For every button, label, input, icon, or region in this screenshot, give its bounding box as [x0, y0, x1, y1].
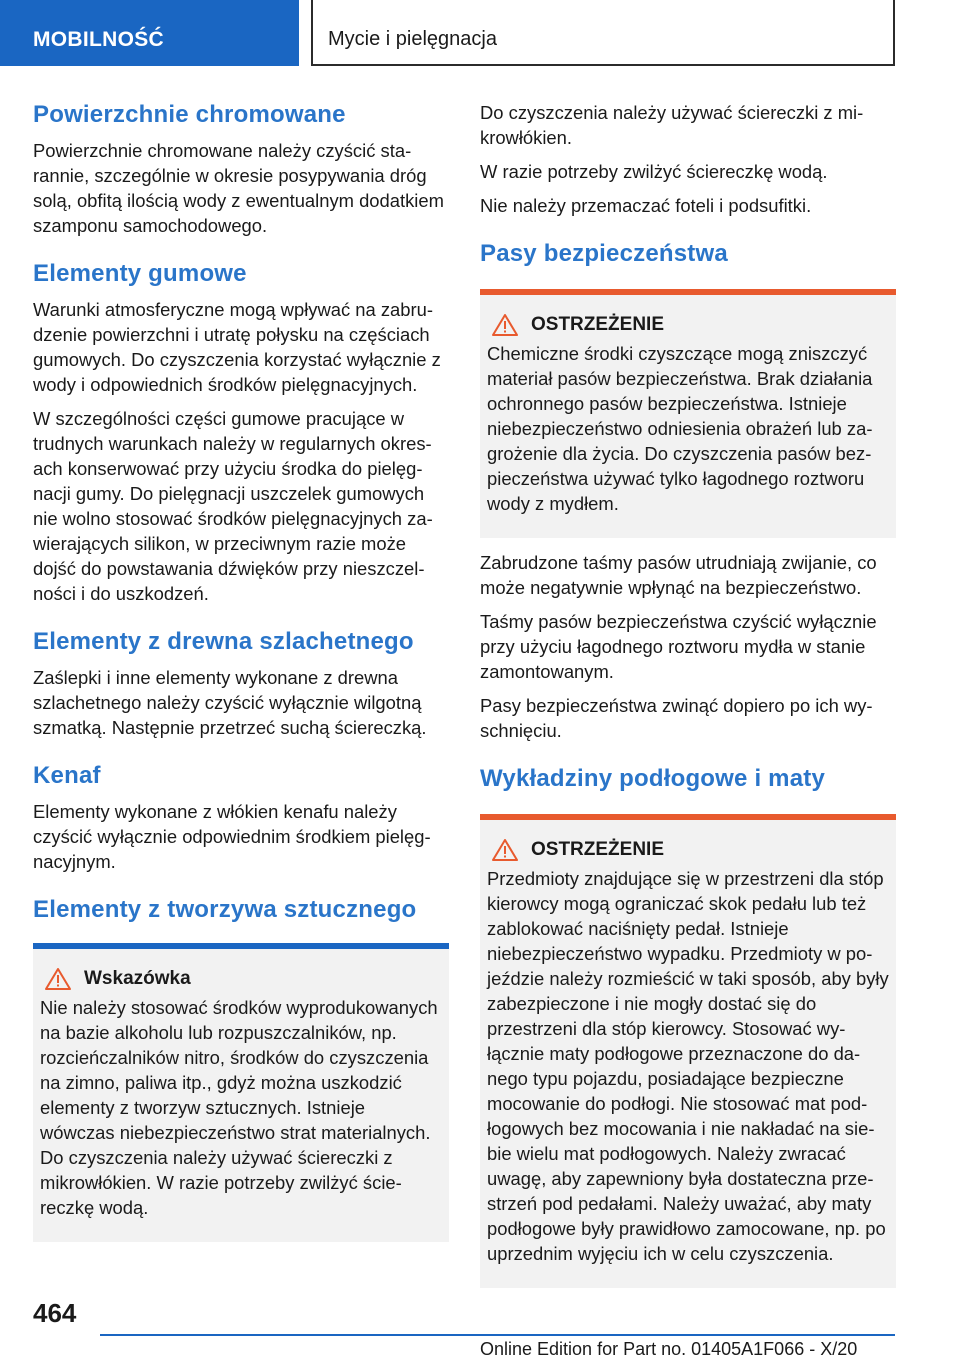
note-box: [33, 949, 449, 1242]
warning-title: OSTRZEŻENIE: [531, 314, 665, 335]
paragraph: Taśmy pasów bezpieczeństwa czyścić wyłącznie przy użyciu łagodnego roztworu mydła w stanie zamontowanym.: [480, 611, 877, 682]
heading-plastic: Elementy z tworzywa sztucznego: [33, 896, 417, 923]
heading-belts: Pasy bezpieczeństwa: [480, 240, 728, 267]
paragraph: Powierzchnie chromowane należy czyścić starannie, szczególnie w okresie posypywania dróg solą, obfitą ilością wody z ewentualnym dodatkiem szamponu samochodowego.: [33, 140, 444, 236]
warning-title: OSTRZEŻENIE: [531, 839, 665, 860]
footer-divider: [100, 1334, 895, 1336]
page-header: [0, 0, 960, 66]
paragraph: W razie potrzeby zwilżyć ściereczkę wodą.: [480, 161, 828, 182]
paragraph: Elementy wykonane z włókien kenafu należy czyścić wyłącznie odpowiednim środkiem pielęgnacyjnym.: [33, 801, 431, 872]
paragraph: Zabrudzone taśmy pasów utrudniają zwijanie, co może negatywnie wpłynąć na bezpieczeństwo.: [480, 552, 877, 598]
paragraph: Zaślepki i inne elementy wykonane z drewna szlachetnego należy czyścić wyłącznie wilgotną szmatką. Następnie przetrzeć suchą ściereczką.: [33, 667, 427, 738]
note-title: Wskazówka: [84, 968, 191, 989]
warning-text: Przedmioty znajdujące się w przestrzeni dla stóp kierowcy mogą ograniczać skok pedału lub też zablokować naciśnięty pedał. Istnieje niebezpieczeństwo wypadku. Przedmioty w pojeździe należy rozmieścić w taki sposób, aby były zabezpieczone i nie mogły dostać się do przestrzeni dla stóp kierowcy. Stosować wyłącznie maty podłogowe przeznaczone do danego typu pojazdu, posiadające bezpieczne mocowanie do podłogi. Nie stosować mat podłogowych bez mocowania i nie nakładać na siebie wielu mat podłogowych. Należy zwracać uwagę, aby zapewniony była dostateczna przestrzeń pod pedałami. Należy uważać, aby maty podłogowe były prawidłowo zamocowane, np. po uprzednim wyjęciu ich w celu czyszczenia.: [487, 868, 889, 1264]
left-column: [33, 100, 449, 1254]
paragraph: Do czyszczenia należy używać ściereczki z mikrowłókien.: [480, 102, 864, 148]
heading-kenaf: Kenaf: [33, 762, 101, 789]
paragraph: Pasy bezpieczeństwa zwinąć dopiero po ich wyschnięciu.: [480, 695, 873, 741]
heading-wood: Elementy z drewna szlachetnego: [33, 628, 414, 655]
warning-box-mats: [480, 820, 896, 1288]
heading-mats: Wykładziny podłogowe i maty: [480, 765, 826, 792]
note-text: Nie należy stosować środków wyprodukowanych na bazie alkoholu lub rozpuszczalników, np. rozcieńczalników nitro, środków do czyszczenia na zimno, paliwa itp., gdyż można uszkodzić elementy z tworzyw sztucznych. Istnieje wówczas niebezpieczeństwo strat materialnych. Do czyszczenia należy używać ściereczki z mikrowłókien. W razie potrzeby zwilżyć ściereczkę wodą.: [40, 997, 438, 1218]
right-column: [480, 100, 896, 1300]
section-tab: MOBILNOŚĆ: [0, 0, 299, 66]
chapter-tab: Mycie i pielęgnacja: [311, 0, 895, 66]
paragraph: W szczególności części gumowe pracujące w trudnych warunkach należy w regularnych okresach konserwować przy użyciu środka do pielęgnacji gumy. Do pielęgnacji uszczelek gumowych nie wolno stosować środków pielęgnacyjnych zawierających silikon, w przeciwnym razie może dojść do powstawania dźwięków przy nieszczelności i do uszkodzeń.: [33, 408, 433, 604]
warning-triangle-icon: [44, 967, 72, 991]
footer-edition: Online Edition for Part no. 01405A1F066 - X/20: [480, 1339, 858, 1359]
page-number: 464: [33, 1298, 77, 1328]
heading-rubber: Elementy gumowe: [33, 260, 247, 287]
heading-chrome: Powierzchnie chromowane: [33, 101, 346, 128]
warning-box-belts: [480, 295, 896, 538]
warning-text: Chemiczne środki czyszczące mogą zniszczyć materiał pasów bezpieczeństwa. Brak działania ochronnego pasów bezpieczeństwa. Istnieje niebezpieczeństwo odniesienia obrażeń lub zagrożenie dla życia. Do czyszczenia pasów bezpieczeństwa używać tylko łagodnego roztworu wody z mydłem.: [487, 343, 873, 514]
paragraph: Warunki atmosferyczne mogą wpływać na zabrudzenie powierzchni i utratę połysku na częściach gumowych. Do czyszczenia korzystać wyłącznie z wody i odpowiednich środków pielęgnacyjnych.: [33, 299, 441, 395]
warning-triangle-icon: [491, 313, 519, 337]
warning-triangle-icon: [491, 838, 519, 862]
paragraph: Nie należy przemaczać foteli i podsufitki.: [480, 195, 812, 216]
